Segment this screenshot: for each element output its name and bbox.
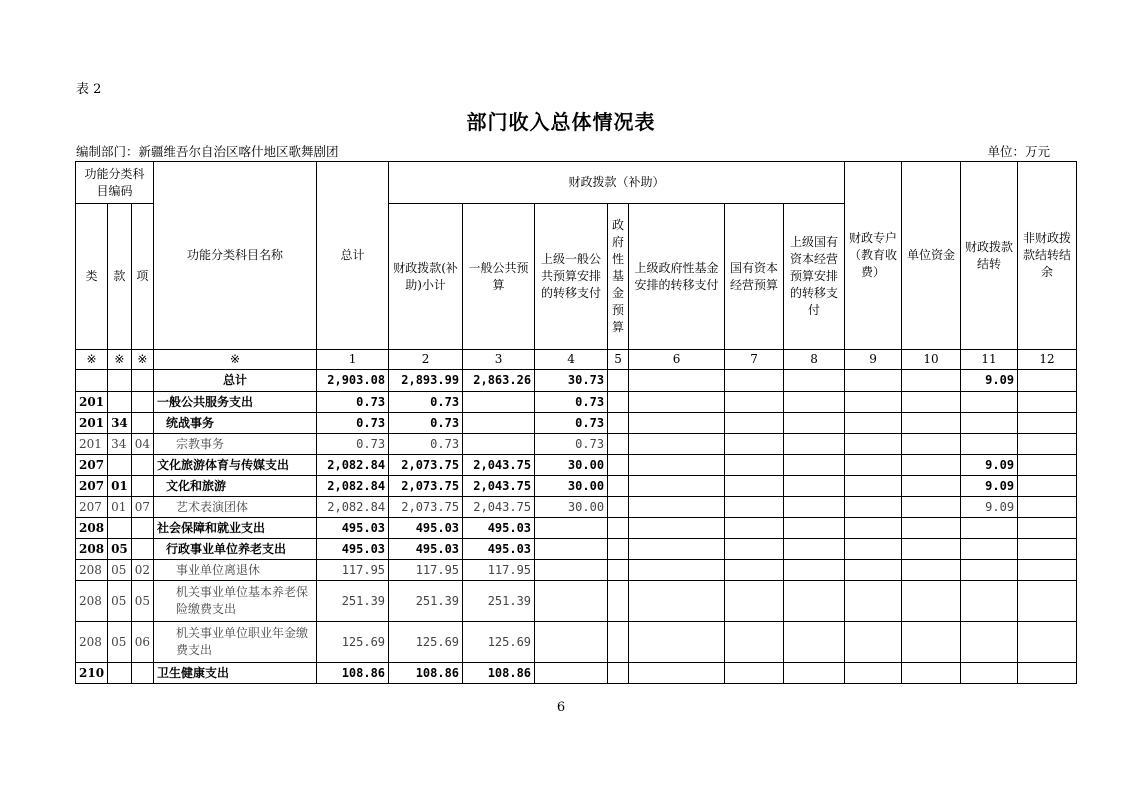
row-kuan bbox=[108, 392, 132, 413]
row-name: 社会保障和就业支出 bbox=[154, 518, 317, 539]
empty-cell bbox=[608, 455, 629, 476]
row-fiscal-carryover bbox=[961, 392, 1018, 413]
empty-cell bbox=[845, 455, 902, 476]
index-cell: ※ bbox=[108, 350, 132, 370]
empty-cell bbox=[845, 392, 902, 413]
empty-cell bbox=[784, 622, 845, 663]
empty-cell bbox=[1018, 392, 1077, 413]
empty-cell bbox=[784, 392, 845, 413]
empty-cell bbox=[845, 560, 902, 581]
row-total: 2,082.84 bbox=[317, 455, 389, 476]
table-row bbox=[76, 413, 1077, 434]
row-upper-transfer bbox=[535, 539, 608, 560]
row-xiang: 02 bbox=[131, 560, 153, 581]
row-lei: 201 bbox=[76, 434, 108, 455]
empty-cell bbox=[784, 497, 845, 518]
table-row bbox=[76, 560, 1077, 581]
row-total: 251.39 bbox=[317, 581, 389, 622]
index-cell: 10 bbox=[902, 350, 961, 370]
table-number: 表 2 bbox=[76, 82, 102, 97]
empty-cell bbox=[725, 560, 784, 581]
empty-cell bbox=[902, 497, 961, 518]
row-upper-transfer: 30.00 bbox=[535, 455, 608, 476]
empty-cell bbox=[845, 413, 902, 434]
index-cell: 3 bbox=[463, 350, 535, 370]
empty-cell bbox=[725, 413, 784, 434]
empty-cell bbox=[629, 581, 725, 622]
row-xiang bbox=[131, 518, 153, 539]
empty-cell bbox=[725, 622, 784, 663]
index-cell: 2 bbox=[389, 350, 463, 370]
table-row bbox=[76, 581, 1077, 622]
empty-cell bbox=[629, 518, 725, 539]
header-special-account: 财政专户（教育收费） bbox=[845, 162, 902, 350]
empty-cell bbox=[725, 370, 784, 392]
header-general-budget: 一般公共预算 bbox=[463, 204, 535, 350]
empty-cell bbox=[845, 434, 902, 455]
empty-cell bbox=[845, 370, 902, 392]
header-fiscal-carryover: 财政拨款结转 bbox=[961, 162, 1018, 350]
index-cell: 7 bbox=[725, 350, 784, 370]
index-row bbox=[76, 350, 1077, 370]
row-kuan: 05 bbox=[108, 622, 132, 663]
header-upper-capital-transfer: 上级国有资本经营预算安排的转移支付 bbox=[784, 204, 845, 350]
index-cell: ※ bbox=[76, 350, 108, 370]
empty-cell bbox=[725, 539, 784, 560]
row-general-budget bbox=[463, 392, 535, 413]
empty-cell bbox=[725, 581, 784, 622]
empty-cell bbox=[902, 518, 961, 539]
empty-cell bbox=[629, 434, 725, 455]
header-fiscal-subtotal: 财政拨款(补助)小计 bbox=[389, 204, 463, 350]
empty-cell bbox=[1018, 539, 1077, 560]
income-table bbox=[75, 161, 1077, 684]
empty-cell bbox=[725, 434, 784, 455]
row-fiscal-subtotal: 495.03 bbox=[389, 539, 463, 560]
header-lei: 类 bbox=[76, 204, 108, 350]
empty-cell bbox=[608, 539, 629, 560]
empty-cell bbox=[608, 663, 629, 684]
row-xiang bbox=[131, 392, 153, 413]
table-row bbox=[76, 497, 1077, 518]
header-state-capital-budget: 国有资本经营预算 bbox=[725, 204, 784, 350]
empty-cell bbox=[902, 581, 961, 622]
row-fiscal-carryover bbox=[961, 663, 1018, 684]
empty-cell bbox=[845, 497, 902, 518]
empty-cell bbox=[608, 581, 629, 622]
row-xiang bbox=[131, 539, 153, 560]
row-fiscal-subtotal: 108.86 bbox=[389, 663, 463, 684]
row-name: 事业单位离退休 bbox=[154, 560, 317, 581]
row-upper-transfer bbox=[535, 622, 608, 663]
row-fiscal-carryover bbox=[961, 413, 1018, 434]
row-fiscal-carryover: 9.09 bbox=[961, 476, 1018, 497]
row-name: 卫生健康支出 bbox=[154, 663, 317, 684]
row-name: 文化和旅游 bbox=[154, 476, 317, 497]
row-name: 宗教事务 bbox=[154, 434, 317, 455]
row-kuan: 34 bbox=[108, 434, 132, 455]
row-upper-transfer bbox=[535, 518, 608, 539]
empty-cell bbox=[1018, 370, 1077, 392]
row-fiscal-carryover bbox=[961, 539, 1018, 560]
row-total: 117.95 bbox=[317, 560, 389, 581]
row-xiang bbox=[131, 370, 153, 392]
row-fiscal-subtotal: 251.39 bbox=[389, 581, 463, 622]
empty-cell bbox=[1018, 476, 1077, 497]
empty-cell bbox=[725, 476, 784, 497]
row-fiscal-subtotal: 0.73 bbox=[389, 392, 463, 413]
row-xiang: 06 bbox=[131, 622, 153, 663]
row-fiscal-subtotal: 2,073.75 bbox=[389, 497, 463, 518]
row-total: 0.73 bbox=[317, 413, 389, 434]
row-total: 2,903.08 bbox=[317, 370, 389, 392]
row-lei: 207 bbox=[76, 497, 108, 518]
row-total: 108.86 bbox=[317, 663, 389, 684]
empty-cell bbox=[1018, 663, 1077, 684]
row-xiang bbox=[131, 413, 153, 434]
table-row bbox=[76, 663, 1077, 684]
row-general-budget: 108.86 bbox=[463, 663, 535, 684]
row-fiscal-subtotal: 2,073.75 bbox=[389, 455, 463, 476]
empty-cell bbox=[902, 476, 961, 497]
empty-cell bbox=[902, 434, 961, 455]
empty-cell bbox=[902, 455, 961, 476]
row-fiscal-carryover bbox=[961, 434, 1018, 455]
empty-cell bbox=[608, 476, 629, 497]
header-upper-fund-transfer: 上级政府性基金安排的转移支付 bbox=[629, 204, 725, 350]
row-total: 0.73 bbox=[317, 434, 389, 455]
row-kuan: 05 bbox=[108, 539, 132, 560]
row-fiscal-carryover: 9.09 bbox=[961, 370, 1018, 392]
row-lei: 208 bbox=[76, 518, 108, 539]
empty-cell bbox=[902, 539, 961, 560]
row-fiscal-carryover bbox=[961, 622, 1018, 663]
empty-cell bbox=[1018, 581, 1077, 622]
empty-cell bbox=[1018, 413, 1077, 434]
row-kuan: 01 bbox=[108, 476, 132, 497]
row-general-budget: 251.39 bbox=[463, 581, 535, 622]
header-total: 总计 bbox=[317, 162, 389, 350]
row-fiscal-subtotal: 125.69 bbox=[389, 622, 463, 663]
row-lei: 207 bbox=[76, 455, 108, 476]
row-total: 2,082.84 bbox=[317, 476, 389, 497]
row-fiscal-subtotal: 2,073.75 bbox=[389, 476, 463, 497]
empty-cell bbox=[784, 539, 845, 560]
table-row bbox=[76, 455, 1077, 476]
empty-cell bbox=[1018, 560, 1077, 581]
row-xiang bbox=[131, 476, 153, 497]
row-name: 总计 bbox=[154, 370, 317, 392]
page-number: 6 bbox=[556, 700, 566, 715]
table-row bbox=[76, 622, 1077, 663]
index-cell: 5 bbox=[608, 350, 629, 370]
empty-cell bbox=[629, 497, 725, 518]
row-name: 一般公共服务支出 bbox=[154, 392, 317, 413]
row-fiscal-carryover: 9.09 bbox=[961, 497, 1018, 518]
row-name: 统战事务 bbox=[154, 413, 317, 434]
row-general-budget: 2,863.26 bbox=[463, 370, 535, 392]
row-name: 行政事业单位养老支出 bbox=[154, 539, 317, 560]
row-total: 2,082.84 bbox=[317, 497, 389, 518]
empty-cell bbox=[1018, 622, 1077, 663]
empty-cell bbox=[629, 392, 725, 413]
empty-cell bbox=[1018, 455, 1077, 476]
row-xiang bbox=[131, 663, 153, 684]
row-general-budget bbox=[463, 413, 535, 434]
table-row bbox=[76, 434, 1077, 455]
index-cell: 6 bbox=[629, 350, 725, 370]
row-name: 机关事业单位基本养老保险缴费支出 bbox=[154, 581, 317, 622]
row-kuan: 05 bbox=[108, 560, 132, 581]
row-xiang bbox=[131, 455, 153, 476]
table-row bbox=[76, 476, 1077, 497]
row-general-budget: 2,043.75 bbox=[463, 497, 535, 518]
row-general-budget: 495.03 bbox=[463, 539, 535, 560]
empty-cell bbox=[725, 392, 784, 413]
empty-cell bbox=[608, 434, 629, 455]
header-fiscal-group: 财政拨款（补助） bbox=[389, 162, 845, 204]
row-name: 艺术表演团体 bbox=[154, 497, 317, 518]
table-row bbox=[76, 370, 1077, 392]
row-general-budget bbox=[463, 434, 535, 455]
empty-cell bbox=[725, 455, 784, 476]
row-lei: 207 bbox=[76, 476, 108, 497]
empty-cell bbox=[608, 560, 629, 581]
empty-cell bbox=[902, 370, 961, 392]
page-title: 部门收入总体情况表 bbox=[466, 110, 656, 134]
row-kuan bbox=[108, 370, 132, 392]
empty-cell bbox=[784, 455, 845, 476]
row-upper-transfer: 0.73 bbox=[535, 434, 608, 455]
empty-cell bbox=[784, 413, 845, 434]
empty-cell bbox=[725, 663, 784, 684]
empty-cell bbox=[629, 560, 725, 581]
table-row bbox=[76, 392, 1077, 413]
row-general-budget: 2,043.75 bbox=[463, 476, 535, 497]
unit-label: 单位：万元 bbox=[987, 144, 1050, 159]
index-cell: 12 bbox=[1018, 350, 1077, 370]
row-general-budget: 2,043.75 bbox=[463, 455, 535, 476]
row-name: 机关事业单位职业年金缴费支出 bbox=[154, 622, 317, 663]
row-fiscal-subtotal: 2,893.99 bbox=[389, 370, 463, 392]
empty-cell bbox=[629, 476, 725, 497]
row-total: 0.73 bbox=[317, 392, 389, 413]
index-cell: 11 bbox=[961, 350, 1018, 370]
header-func-name: 功能分类科目名称 bbox=[154, 162, 317, 350]
header-gov-fund-budget: 政府性基金预算 bbox=[608, 204, 629, 350]
empty-cell bbox=[845, 476, 902, 497]
table-row bbox=[76, 518, 1077, 539]
empty-cell bbox=[784, 581, 845, 622]
empty-cell bbox=[725, 497, 784, 518]
row-fiscal-carryover: 9.09 bbox=[961, 455, 1018, 476]
empty-cell bbox=[902, 560, 961, 581]
row-lei bbox=[76, 370, 108, 392]
empty-cell bbox=[784, 370, 845, 392]
empty-cell bbox=[629, 455, 725, 476]
department-label: 编制部门：新疆维吾尔自治区喀什地区歌舞剧团 bbox=[76, 144, 339, 159]
row-upper-transfer bbox=[535, 581, 608, 622]
row-total: 495.03 bbox=[317, 518, 389, 539]
row-upper-transfer: 0.73 bbox=[535, 392, 608, 413]
table-row bbox=[76, 539, 1077, 560]
index-cell: ※ bbox=[154, 350, 317, 370]
empty-cell bbox=[845, 622, 902, 663]
empty-cell bbox=[784, 663, 845, 684]
empty-cell bbox=[608, 497, 629, 518]
empty-cell bbox=[608, 370, 629, 392]
row-upper-transfer bbox=[535, 663, 608, 684]
row-kuan bbox=[108, 518, 132, 539]
empty-cell bbox=[629, 663, 725, 684]
row-upper-transfer: 30.00 bbox=[535, 476, 608, 497]
empty-cell bbox=[1018, 518, 1077, 539]
empty-cell bbox=[902, 622, 961, 663]
index-cell: 4 bbox=[535, 350, 608, 370]
index-cell: ※ bbox=[131, 350, 153, 370]
empty-cell bbox=[784, 518, 845, 539]
empty-cell bbox=[845, 663, 902, 684]
row-kuan: 34 bbox=[108, 413, 132, 434]
empty-cell bbox=[902, 392, 961, 413]
empty-cell bbox=[845, 539, 902, 560]
empty-cell bbox=[608, 392, 629, 413]
header-kuan: 款 bbox=[108, 204, 132, 350]
index-cell: 9 bbox=[845, 350, 902, 370]
row-lei: 208 bbox=[76, 622, 108, 663]
row-fiscal-carryover bbox=[961, 581, 1018, 622]
index-cell: 1 bbox=[317, 350, 389, 370]
row-kuan bbox=[108, 455, 132, 476]
empty-cell bbox=[845, 581, 902, 622]
row-fiscal-carryover bbox=[961, 518, 1018, 539]
row-kuan: 05 bbox=[108, 581, 132, 622]
header-func-code: 功能分类科目编码 bbox=[76, 162, 154, 204]
header-nonfiscal-carryover: 非财政拨款结转结余 bbox=[1018, 162, 1077, 350]
row-upper-transfer: 30.73 bbox=[535, 370, 608, 392]
header-unit-funds: 单位资金 bbox=[902, 162, 961, 350]
row-lei: 208 bbox=[76, 560, 108, 581]
row-lei: 208 bbox=[76, 581, 108, 622]
row-general-budget: 495.03 bbox=[463, 518, 535, 539]
row-general-budget: 117.95 bbox=[463, 560, 535, 581]
empty-cell bbox=[629, 413, 725, 434]
row-upper-transfer: 30.00 bbox=[535, 497, 608, 518]
empty-cell bbox=[784, 476, 845, 497]
row-fiscal-subtotal: 0.73 bbox=[389, 434, 463, 455]
empty-cell bbox=[902, 663, 961, 684]
header-upper-general-transfer: 上级一般公共预算安排的转移支付 bbox=[535, 204, 608, 350]
row-lei: 210 bbox=[76, 663, 108, 684]
row-total: 495.03 bbox=[317, 539, 389, 560]
row-lei: 208 bbox=[76, 539, 108, 560]
row-xiang: 05 bbox=[131, 581, 153, 622]
empty-cell bbox=[608, 518, 629, 539]
empty-cell bbox=[1018, 434, 1077, 455]
header-xiang: 项 bbox=[131, 204, 153, 350]
empty-cell bbox=[629, 370, 725, 392]
empty-cell bbox=[608, 413, 629, 434]
row-kuan bbox=[108, 663, 132, 684]
empty-cell bbox=[784, 560, 845, 581]
row-total: 125.69 bbox=[317, 622, 389, 663]
empty-cell bbox=[1018, 497, 1077, 518]
empty-cell bbox=[845, 518, 902, 539]
row-fiscal-carryover bbox=[961, 560, 1018, 581]
empty-cell bbox=[902, 413, 961, 434]
row-upper-transfer: 0.73 bbox=[535, 413, 608, 434]
row-kuan: 01 bbox=[108, 497, 132, 518]
empty-cell bbox=[608, 622, 629, 663]
empty-cell bbox=[725, 518, 784, 539]
row-upper-transfer bbox=[535, 560, 608, 581]
row-lei: 201 bbox=[76, 392, 108, 413]
row-xiang: 07 bbox=[131, 497, 153, 518]
row-name: 文化旅游体育与传媒支出 bbox=[154, 455, 317, 476]
empty-cell bbox=[784, 434, 845, 455]
row-fiscal-subtotal: 0.73 bbox=[389, 413, 463, 434]
index-cell: 8 bbox=[784, 350, 845, 370]
row-lei: 201 bbox=[76, 413, 108, 434]
row-fiscal-subtotal: 117.95 bbox=[389, 560, 463, 581]
row-general-budget: 125.69 bbox=[463, 622, 535, 663]
row-xiang: 04 bbox=[131, 434, 153, 455]
empty-cell bbox=[629, 622, 725, 663]
row-fiscal-subtotal: 495.03 bbox=[389, 518, 463, 539]
empty-cell bbox=[629, 539, 725, 560]
